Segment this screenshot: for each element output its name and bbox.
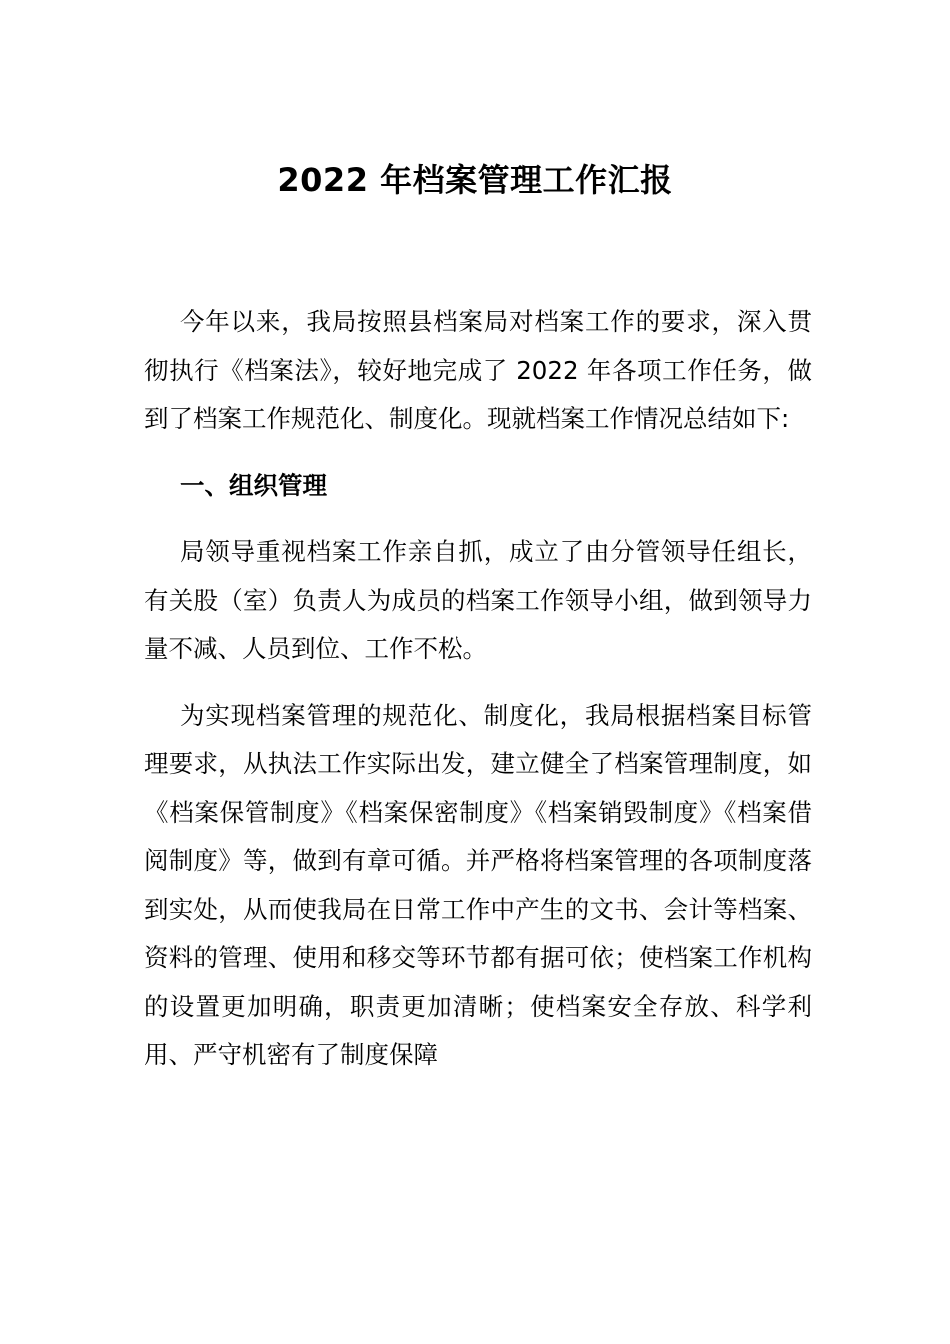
intro-paragraph: 今年以来，我局按照县档案局对档案工作的要求，深入贯彻执行《档案法》，较好地完成了 2022 年各项工作任务，做到了档案工作规范化、制度化。现就档案工作情况总结如下:: [144, 307, 812, 433]
section-paragraph-regulations: 为实现档案管理的规范化、制度化，我局根据档案目标管理要求，从执法工作实际出发，建立健全了档案管理制度，如《档案保管制度》《档案保密制度》《档案销毁制度》《档案借阅制度》等，做到有章可循。并严格将档案管理的各项制度落到实处，从而使我局在日常工作中产生的文书、会计等档案、资料的管理、使用和移交等环节都有据可依；使档案工作机构的设置更加明确，职责更加清晰；使档案安全存放、科学利用、严守机密有了制度保障: [144, 700, 812, 1069]
section-paragraph-leadership: 局领导重视档案工作亲自抓，成立了由分管领导任组长，有关股（室）负责人为成员的档案工作领导小组，做到领导力量不减、人员到位、工作不松。: [144, 537, 812, 663]
document-body: [144, 298, 812, 1098]
document-title: 2022 年档案管理工作汇报: [277, 161, 673, 199]
section-heading-organization: 一、组织管理: [180, 470, 327, 500]
